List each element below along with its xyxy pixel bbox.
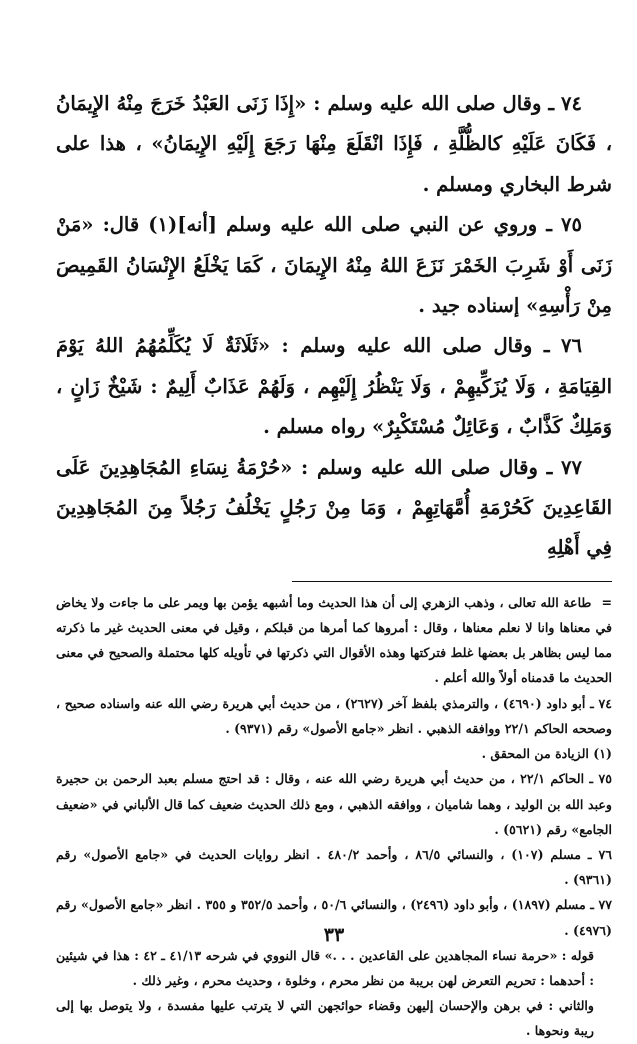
footnote-continuation — [56, 590, 612, 691]
footnote-77-commentary-second: والثاني : في برهن والإحسان إليهن وقضاء حوائجهن التي لا يترتب عليها مفسدة ، ولا يتوصل بها إلى ريبة ونحوها . — [56, 998, 594, 1039]
hadith-77: ٧٧ ـ وقال صلى الله عليه وسلم : «حُرْمَةُ نِسَاءِ المُجَاهِدِينَ عَلَى القَاعِدِينَ كَحُرْمَةِ أُمَّهَاتِهِمْ ، وَمَا مِنْ رَجُلٍ يَخْلُفُ رَجُلاً مِنَ المُجَاهِدِينَ فِي أَهْلِهِ — [56, 455, 612, 560]
footnote-74: ٧٤ ـ أبو داود (٤٦٩٠) ، والترمذي بلفظ آخر (٢٦٢٧) ، من حديث أبي هريرة رضي الله عنه واسناده صحيح ، وصححه الحاكم ٢٢/١ ووافقه الذهبي . انظر «جامع الأصول» رقم (٩٣٧١) . — [56, 695, 612, 736]
footnote-continuation-text: طاعة الله تعالى ، وذهب الزهري إلى أن هذا الحديث وما أشبهه يؤمن بها ويمر على ما جاءت ولا يخاض في معناها وانا لا نعلم معناها ، وقال : أمروها كما أمرها من قبلكم ، وقيل في معنى الحديث غير ما ذكرته مما ليس بظاهر بل بعضها غلط فتركتها وهذه الأقوال التي ذكرتها في تأويله كلها محتملة والصحيح في معنى الحديث ما قدمناه أولاً والله أعلم . — [56, 594, 612, 686]
book-page — [56, 84, 612, 1039]
footnote-75: ٧٥ ـ الحاكم ٢٢/١ ، من حديث أبي هريرة رضي الله عنه ، وقال : قد احتج مسلم بعبد الرحمن بن حجيرة وعبد الله بن الوليد ، وهما شاميان ، ووافقه الذهبي ، ومع ذلك الحديث ضعيف كما قال الألباني في «ضعيف الجامع» رقم (٥٦٢١) . — [56, 771, 612, 837]
page-number: ٣٣ — [323, 924, 345, 946]
footnotes — [56, 590, 612, 1044]
footnote-77-commentary: قوله : «حرمة نساء المجاهدين على القاعدين . . .» قال النووي في شرحه ٤١/١٣ ـ ٤٢ : هذا في شيئين : أحدهما : تحريم التعرض لهن بريبة من نظر محرم ، وخلوة ، وحديث محرم ، وغير ذلك . — [56, 947, 594, 988]
hadith-75: ٧٥ ـ وروي عن النبي صلى الله عليه وسلم [أنه](١) قال: «مَنْ زَنَى أَوْ شَرِبَ الخَمْرَ نَزَعَ اللهُ مِنْهُ الإِيمَانَ ، كَمَا يَخْلَعُ الإِنْسَانُ القَمِيصَ مِنْ رَأْسِهِ» إسناده جيد . — [56, 213, 612, 318]
footnote-77: ٧٧ ـ مسلم (١٨٩٧) ، وأبو داود (٢٤٩٦) ، والنسائي ٥٠/٦ ، وأحمد ٣٥٢/٥ و ٣٥٥ . انظر «جامع الأصول» رقم (٤٩٧٦) . — [56, 897, 612, 938]
footnote-1: (١) الزيادة من المحقق . — [481, 746, 612, 762]
continuation-marker: = — [601, 594, 612, 610]
footnote-separator — [292, 581, 612, 582]
hadith-74: ٧٤ ـ وقال صلى الله عليه وسلم : «إِذَا زَنَى العَبْدُ خَرَجَ مِنْهُ الإِيمَانُ ، فَكَانَ عَلَيْهِ كالظُّلَّةِ ، فَإِذَا انْقَلَعَ مِنْهَا رَجَعَ إِلَيْهِ الإِيمَانُ» ، هذا على شرط البخاري ومسلم . — [56, 92, 612, 196]
hadith-76: ٧٦ ـ وقال صلى الله عليه وسلم : «ثَلَاثَةٌ لَا يُكَلِّمُهُمُ اللهُ يَوْمَ القِيَامَةِ ، وَلَا يُزَكِّيهِمْ ، وَلَا يَنْظُرُ إِلَيْهِم ، وَلَهُمْ عَذَابٌ أَلِيمٌ : شَيْخٌ زَانٍ ، وَمَلِكٌ كَذَّابٌ ، وَعَائِلٌ مُسْتَكْبِرٌ» رواه مسلم . — [56, 334, 612, 439]
main-text — [56, 84, 612, 569]
footnote-76: ٧٦ ـ مسلم (١٠٧) ، والنسائي ٨٦/٥ ، وأحمد ٤٨٠/٢ . انظر روايات الحديث في «جامع الأصول» رقم (٩٣٦١) . — [56, 846, 612, 888]
